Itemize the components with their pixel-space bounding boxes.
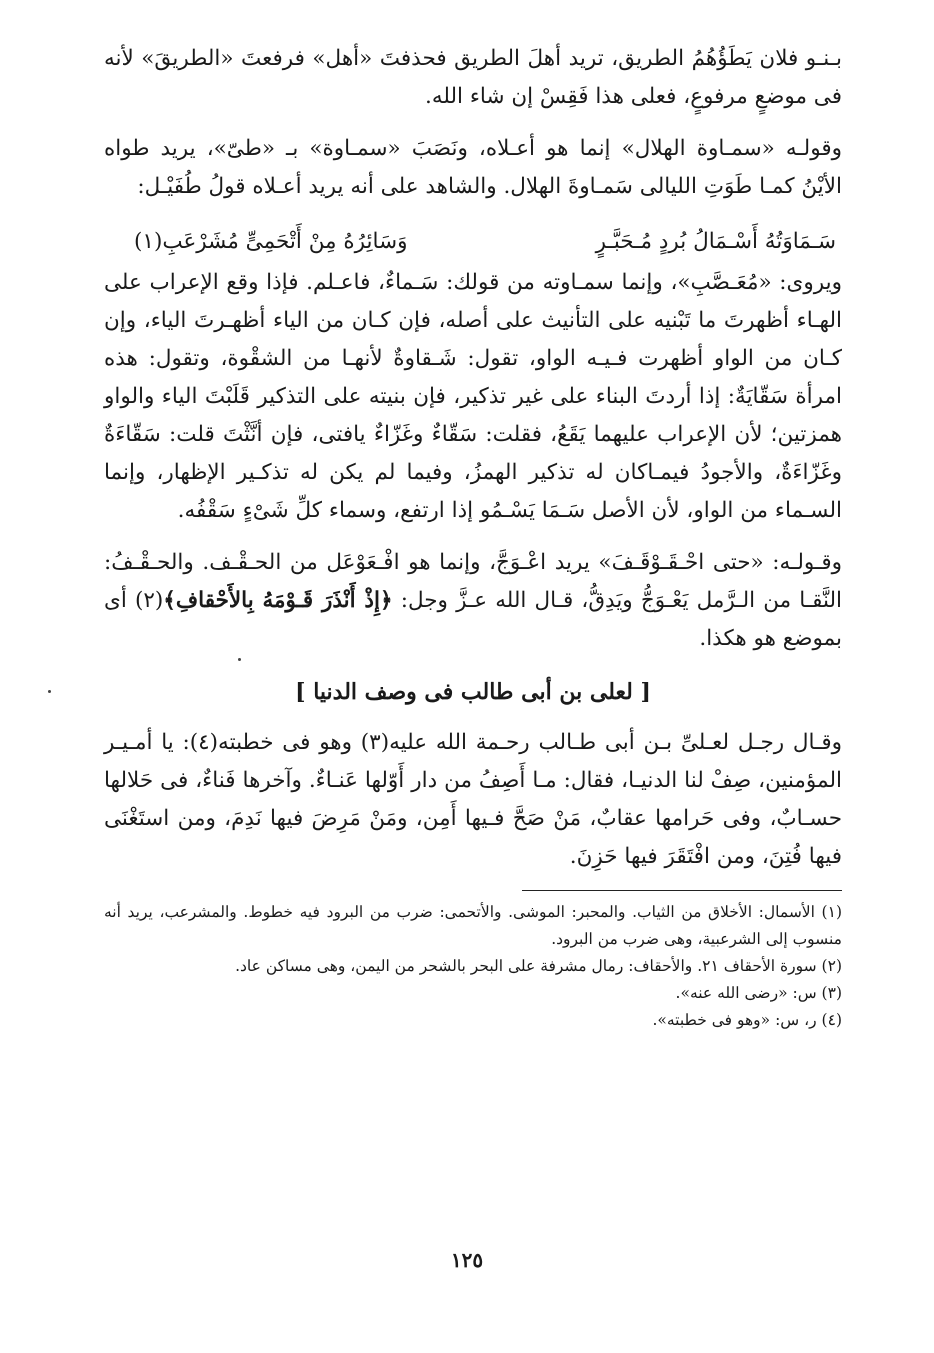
section-heading-text: لعلى بن أبى طالب فى وصف الدنيا: [313, 679, 633, 705]
poetry-verse: [134, 222, 836, 262]
heading-bracket-close: ]: [295, 679, 314, 705]
paragraph-2: وقولـه «سمـاوة الهلال» إنما هو أعـلاه، ونَصَبَ «سمـاوة» بـ «طىّ»، يريد طواه الأيْنُ كمـا طَوَتِ الليالى سَمـاوةَ الهلال. والشاهد على أنه يريد أعـلاه قولُ طُفَيْـل:: [104, 136, 842, 199]
quran-quote: ﴿إِذْ أَنْذَرَ قَـوْمَهُ بِالأَحْقافِ﴾: [163, 588, 393, 613]
footnotes: [104, 899, 842, 1034]
paragraph-1: بـنـو فلان يَطَؤُهُمُ الطريق، تريد أهلَ الطريق فحذفتَ «أهل» فرفعتَ «الطريقَ» لأنه فى موضعٍ مرفوعٍ، فعلى هذا فَقِسْ إن شاء الله.: [104, 46, 842, 109]
paragraph-4-text: وقـولـه: «حتى احْـقَـوْقَـفَ» يريد اعْـوَجَّ، وإنما هو افْـعَوْعَل من الحـقْـف. والحـقْـفُ: النَّقـا من الـرَّمل يَعْـوَجُّ ويَدِقُّ، قـال الله عـزَّ وجل:: [104, 550, 842, 613]
footnote-2: (٢) سورة الأحقاف ٢١. والأحقاف: رمال مشرفة على البحر بالشحر من اليمن، وهى مساكن عاد.: [235, 957, 842, 975]
footnote-1: (١) الأسمال: الأخلاق من الثياب. والمحبر: الموشى. والأتحمى: ضرب من البرود فيه خطوط. والمشرعب، يريد أنه منسوب إلى الشرعبية، وهى ضرب من البرود.: [104, 903, 842, 948]
footnote-4: (٤) ر، س: «وهو فى خطبته».: [652, 1011, 842, 1029]
speck-mark: [238, 658, 241, 661]
paragraph-4: [104, 544, 842, 658]
page-number: ١٢٥: [450, 1248, 484, 1272]
paragraph-5: وقـال رجـل لعـلىِّ بـن أبى طـالب رحـمة الله عليه(٣) وهو فى خطبته(٤): يا أمـيـر المؤمنين، صِفْ لنا الدنيـا، فقال: مـا أَصِفُ من دار أَوّلها عَنـاءٌ. وآخرها فَناءٌ، فى حَلالها حسـابٌ، وفى حَرامها عقابٌ، مَنْ صَحَّ فـيها أَمِن، ومَنْ مَرِضَ فيها نَدِمَ، ومن استَغْنَى فيها فُتِنَ، ومن افْتَقَرَ فيها حَزِنَ.: [104, 730, 842, 869]
section-heading: [104, 672, 842, 712]
paragraph-3: ويروى: «مُعَـصَّبِ»، وإنما سمـاوته من قولك: سَـماءٌ، فاعـلم. فإذا وقع الإعراب على الهـاء أظهرتَ ما تَبْنيه على التأنيث على أصله، فإن كـان من الياء أظهـرتَ الياء، وإن كـان من الواو أظهرت فـيـه الواو، تقول: شَـقاوةٌ لأنهـا من الشقْوة، وتقول: هذه امرأة سَقّايَةٌ: إذا أردتَ البناء على غير تذكير، فإن بنيته على التذكير قَلَبْتَ الياء والواو همزتين؛ لأن الإعراب عليهما يَقَعُ، فقلت: سَقّاءٌ وغَزّاءٌ يافتى، فإن أنَّثْتَ قلت: سَقّاءَةٌ وغَزّاءَةٌ، والأجودُ فيمـاكان له تذكير الهمزُ، وفيما لم يكن له تذكـير الإظهار، وإنما السـماء من الواو، لأن الأصل سَـمَا يَسْـمُو إذا ارتفع، وسماء كلِّ شَىْءٍ سَقْفُه.: [104, 270, 842, 523]
footnote-divider: [522, 890, 842, 891]
footnote-3: (٣) س: «رضى الله عنه».: [675, 984, 842, 1002]
verse-first-hemistich: سَـمَاوَتُهُ أَسْـمَالُ بُردٍ مُـحَبَّـرٍ: [595, 229, 836, 254]
speck-mark: [48, 690, 51, 693]
heading-bracket-open: [: [632, 679, 651, 705]
paragraph-4-tail: (٢) أى بموضع هو هكذا.: [104, 588, 842, 651]
verse-second-hemistich: وَسَائِرُهُ مِنْ أَتْحَمِىٍّ مُشَرْعَبِ(١): [134, 229, 408, 254]
